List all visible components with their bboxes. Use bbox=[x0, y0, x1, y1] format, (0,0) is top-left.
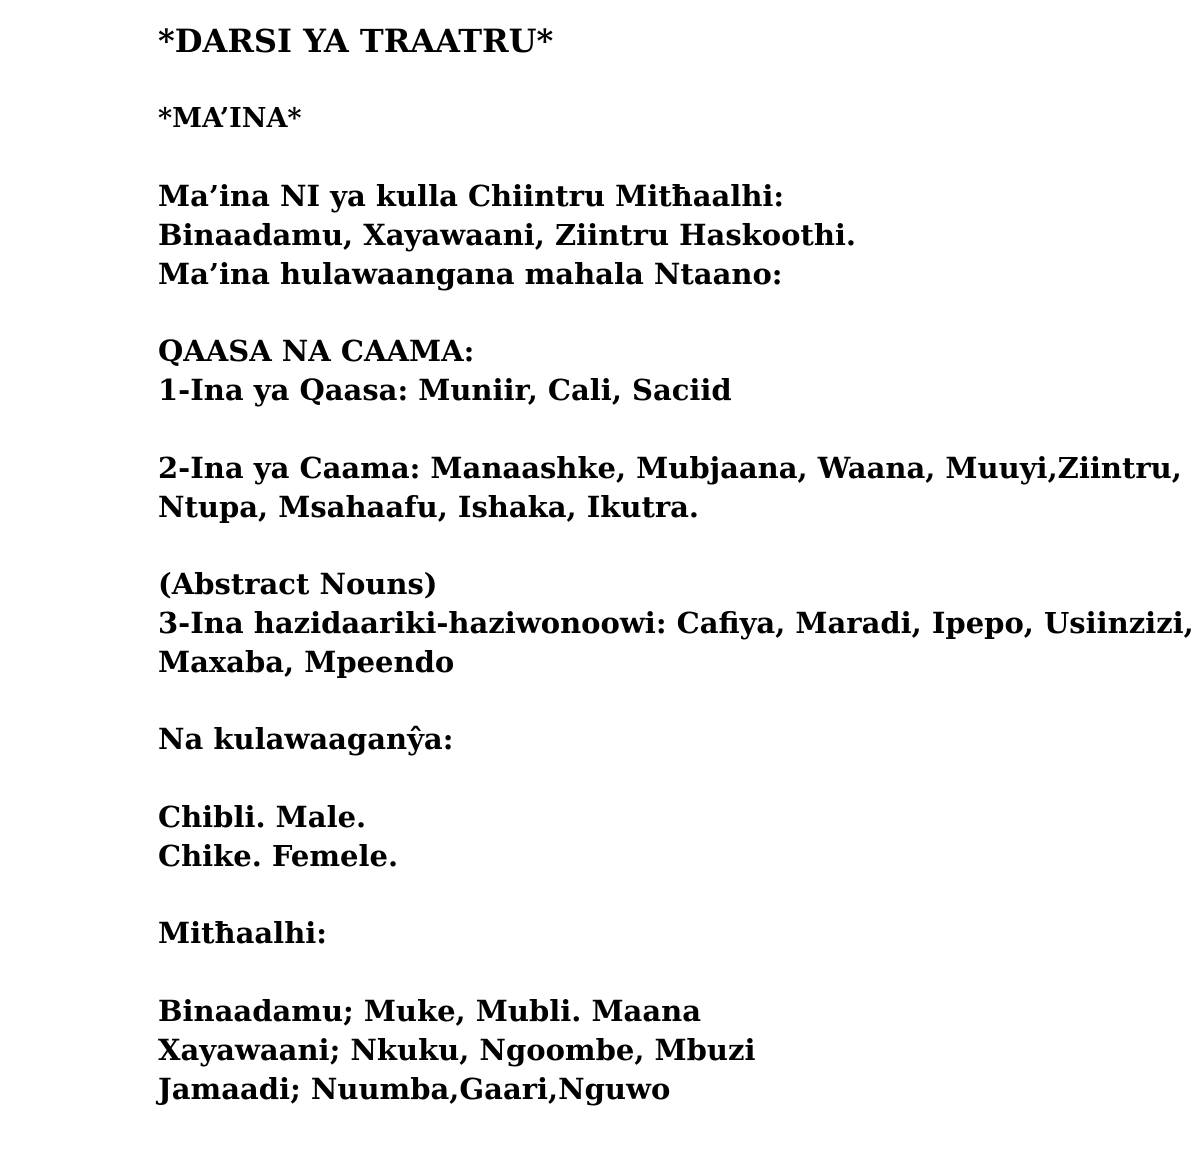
item-2-line-2: Ntupa, Msahaafu, Ishaka, Ikutra. bbox=[158, 489, 700, 524]
gender-line-2: Chike. Femele. bbox=[158, 838, 399, 873]
gender-line-1: Chibli. Male. bbox=[158, 799, 367, 834]
spacer bbox=[158, 294, 1178, 333]
spacer bbox=[158, 682, 1178, 721]
section-heading: QAASA NA CAAMA: bbox=[158, 334, 475, 369]
document-page bbox=[158, 22, 1194, 1108]
item-2-line-1: 2-Ina ya Caama: Manaashke, Mubjaana, Waana, Muuyi,Ziintru, bbox=[158, 450, 1182, 485]
gender-heading: Na kulawaaganŷa: bbox=[158, 722, 454, 757]
document-title: *DARSI YA TRAATRU* bbox=[158, 22, 554, 60]
intro-line-1: Ma’ina NI ya kulla Chiintru Mitħaalhi: bbox=[158, 179, 785, 214]
examples-heading: Mitħaalhi: bbox=[158, 916, 328, 951]
spacer bbox=[158, 410, 1178, 449]
spacer bbox=[158, 759, 1178, 798]
spacer bbox=[158, 138, 1178, 177]
spacer bbox=[158, 526, 1178, 565]
item-1: 1-Ina ya Qaasa: Muniir, Cali, Saciid bbox=[158, 373, 732, 408]
intro-line-2: Binaadamu, Xayawaani, Ziintru Haskoothi. bbox=[158, 217, 857, 252]
spacer bbox=[158, 953, 1178, 992]
intro-line-3: Ma’ina hulawaangana mahala Ntaano: bbox=[158, 256, 783, 291]
item-3-line-2: Maxaba, Mpeendo bbox=[158, 644, 455, 679]
example-line-2: Xayawaani; Nkuku, Ngoombe, Mbuzi bbox=[158, 1032, 756, 1067]
spacer bbox=[158, 876, 1178, 915]
spacer bbox=[158, 61, 1178, 100]
item-3-line-1: 3-Ina hazidaariki-haziwonoowi: Cafiya, Maradi, Ipepo, Usiinzizi, bbox=[158, 605, 1194, 640]
example-line-1: Binaadamu; Muke, Mubli. Maana bbox=[158, 993, 701, 1028]
abstract-label: (Abstract Nouns) bbox=[158, 567, 438, 602]
document-subtitle: *MA’INA* bbox=[158, 102, 302, 134]
example-line-3: Jamaadi; Nuumba,Gaari,Nguwo bbox=[158, 1071, 671, 1106]
